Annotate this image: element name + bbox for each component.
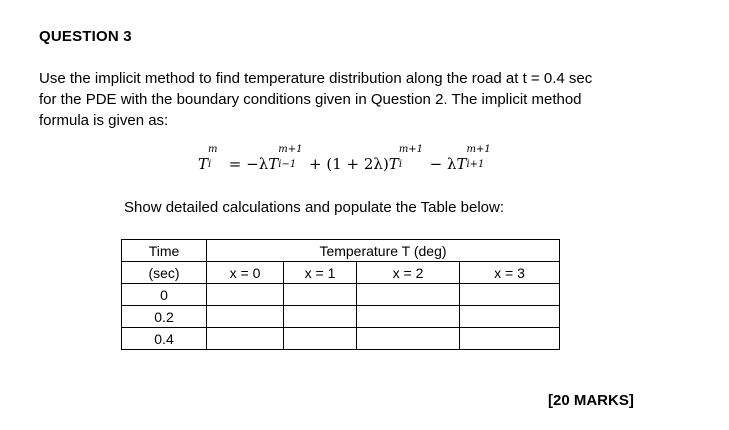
time-header: Time <box>122 240 207 262</box>
x-header: x = 3 <box>460 262 560 284</box>
formula-term2-sup: m+1 <box>398 144 424 155</box>
formula-term1-scripts <box>278 144 304 170</box>
temperature-cell[interactable] <box>207 328 284 350</box>
formula-term2-var: T <box>388 155 399 173</box>
formula-term3-scripts <box>466 144 492 170</box>
time-cell: 0.4 <box>122 328 207 350</box>
instruction-line: for the PDE with the boundary conditions given in Question 2. The implicit method <box>39 91 582 108</box>
x-header: x = 0 <box>207 262 284 284</box>
temperature-table <box>121 239 560 350</box>
table-instruction: Show detailed calculations and populate the Table below: <box>124 199 504 216</box>
instruction-line: Use the implicit method to find temperature distribution along the road at t = 0.4 sec <box>39 70 593 87</box>
formula-term2-scripts <box>398 144 425 170</box>
instruction-line: formula is given as: <box>39 112 169 129</box>
temperature-cell[interactable] <box>357 306 460 328</box>
temperature-cell[interactable] <box>207 306 284 328</box>
question-instructions <box>39 68 699 131</box>
formula-term2-coef: (1 + 2λ) <box>326 155 389 173</box>
temperature-header: Temperature T (deg) <box>207 240 560 262</box>
formula-op1: + <box>309 155 322 173</box>
time-unit-header: (sec) <box>122 262 207 284</box>
formula-lhs-var: T <box>198 155 209 173</box>
temperature-cell[interactable] <box>460 328 560 350</box>
formula-term3-coef: λ <box>446 155 457 173</box>
temperature-cell[interactable] <box>460 306 560 328</box>
table-row <box>122 328 560 350</box>
formula-term3-var: T <box>456 155 467 173</box>
table-row <box>122 284 560 306</box>
temperature-cell[interactable] <box>284 284 357 306</box>
formula-term3-sup: m+1 <box>466 144 491 155</box>
x-header: x = 2 <box>357 262 460 284</box>
question-title: QUESTION 3 <box>39 28 132 45</box>
formula-term2-sub: i <box>398 159 403 170</box>
temperature-cell[interactable] <box>357 284 460 306</box>
time-cell: 0.2 <box>122 306 207 328</box>
formula-lhs-scripts <box>208 144 224 170</box>
formula-term1-var: T <box>268 155 279 173</box>
temperature-cell[interactable] <box>460 284 560 306</box>
formula-term1-coef: −λ <box>246 155 269 173</box>
time-cell: 0 <box>122 284 207 306</box>
table-header-row <box>122 240 560 262</box>
temperature-cell[interactable] <box>357 328 460 350</box>
formula-term3-sub: i+1 <box>466 159 485 170</box>
formula-op2: − <box>429 155 443 173</box>
table-row <box>122 306 560 328</box>
x-header: x = 1 <box>284 262 357 284</box>
temperature-cell[interactable] <box>207 284 284 306</box>
formula-lhs-sub: i <box>208 159 212 170</box>
implicit-method-formula <box>198 144 492 173</box>
temperature-cell[interactable] <box>284 328 357 350</box>
formula-term1-sub: i−1 <box>278 159 297 170</box>
formula-equals: = <box>228 155 242 173</box>
formula-lhs-sup: m <box>208 144 218 155</box>
formula-term1-sup: m+1 <box>278 144 303 155</box>
temperature-cell[interactable] <box>284 306 357 328</box>
marks-label: [20 MARKS] <box>548 392 634 409</box>
table-subheader-row <box>122 262 560 284</box>
